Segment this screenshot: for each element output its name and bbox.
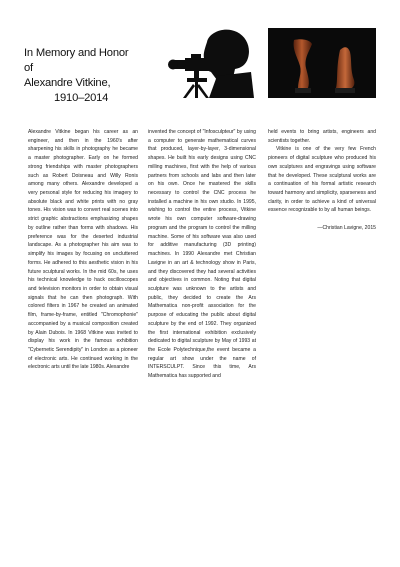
title-line-2: Alexandre Vitkine, <box>24 77 111 89</box>
wooden-sculptures-icon <box>268 28 376 98</box>
sculptures-photo <box>268 28 376 98</box>
title-line-1: In Memory and Honor of <box>24 47 129 74</box>
title-years: 1910–2014 <box>54 92 109 104</box>
column-3-paragraph-1: held events to bring artists, engineers and scientists together. <box>268 129 376 144</box>
column-2-text: invented the concept of "Infosculpteur" by using a computer to generate mathematical curves that produced, layer-by-layer, 3-dimensional shapes. He built his early designs using CNC milling machines, first with the help of various partners from schools and labs and then later on his own. Once he mastered the skills necessary to control the CNC process he installed a machine in his own studio. In 1995, wishing to control the entire process, Vitkine wrote his own computer software-drawing program and the program to control the milling machine. Some of his software was also used for additive manufacturing (3D printing) machines. In 1990 Alexandre met Christian Lavigne in an art & technology show in Paris, and they discovered they had several activities and objectives in common. Noting that digital sculpture was unknown to the artists and public, they decided to create the Ars Mathematica non-profit association for the purpose of educating the public about digital sculpture by the end of 1992. They organized the first international exhibition exclusively dedicated to digital sculpture by May of 1993 at the Ecole Polytechnique,the event became a regular art show under the name of INTERSCULPT. Since this time, Ars Mathematica has supported and <box>148 129 256 380</box>
column-3-paragraph-2: Vitkine is one of the very few French pioneers of digital sculpture who produced his own sculptures and engravings using software that he developed. These sculptural works are a continuation of his formal artistic research toward harmony and simplicity, sparseness and clarity, in order to achieve a kind of universal essence recognizable to by all human beings. <box>268 146 376 214</box>
page-title <box>24 46 136 106</box>
body-column-1 <box>28 128 138 372</box>
photographer-silhouette-icon <box>147 28 254 98</box>
body-column-3 <box>268 128 376 233</box>
signature: —Christian Lavigne, 2015 <box>317 225 376 232</box>
body-column-2 <box>148 128 256 381</box>
column-1-text: Alexandre Vitkine began his career as an engineer, and then in the 1960's after sharpening his skills in photography he became a master photographer. Early on he formed strong friendships with master photographers such as Robert Doisneau and Willy Ronis among many others. Alexandre developed a very personal style for reducing his imagery to absolute black and white prints with no gray tones. His vision was to convert real scenes into strict graphic abstractions emphasizing shapes by outline rather than forms with shadows. His preference was for the deserted industrial landscape. As a photographer his aim was to simplify his images by focusing on uncluttered forms. He adhered to this aesthetic vision in his future sculptural works. In the mid 60s, he uses his technical knowledge to hack oscilloscopes and television monitors in order to obtain visual signals that he can then photograph. With colored filters in 1967 he created an animated film, frame-by-frame, entitled "Chromophonie" accompanied by a musical composition created by Alain Dubois. In 1968 Vitkine was invited to display his work in the famous exhibition "Cybernetic Serendipity" in London as a pioneer of electronic arts. He continued working in the electronic arts until the late 1980s. Alexandre <box>28 129 138 371</box>
photographer-photo <box>147 28 254 98</box>
